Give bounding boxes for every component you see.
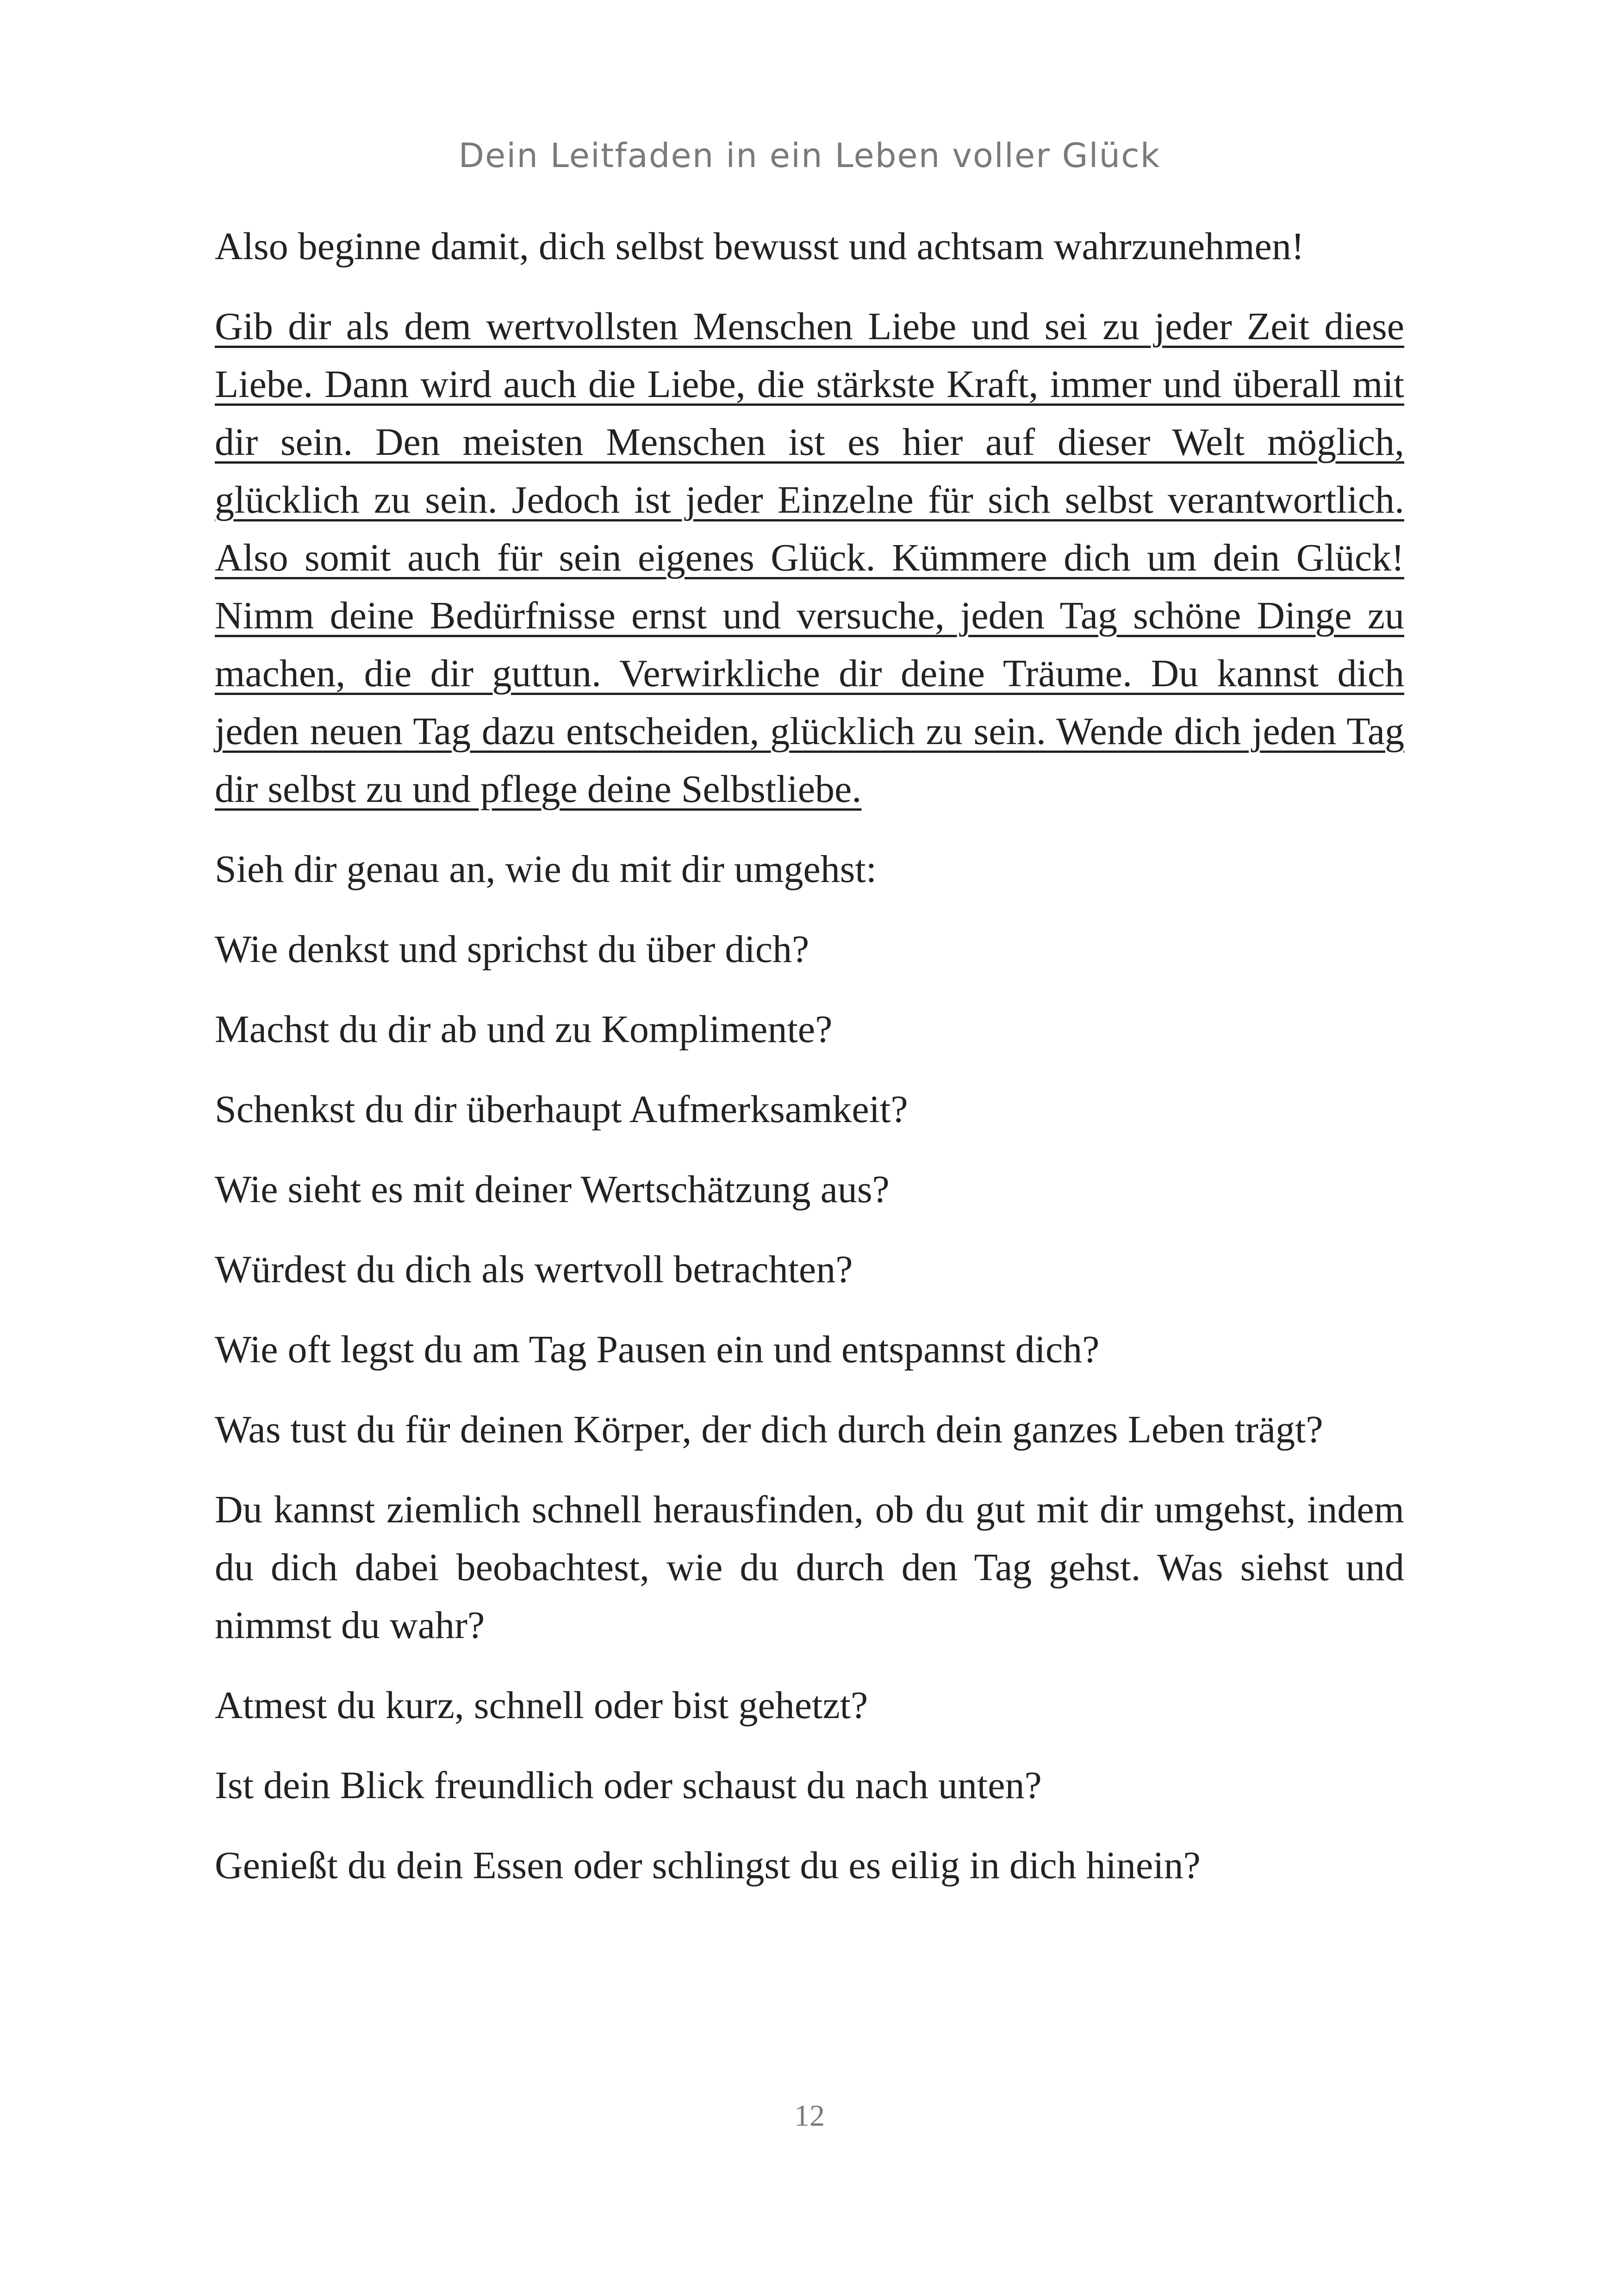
question-line: Wie oft legst du am Tag Pausen ein und entspannst dich?: [215, 1328, 1100, 1371]
paragraph-intro: Also beginne damit, dich selbst bewusst und achtsam wahrzunehmen!: [215, 225, 1304, 268]
underlined-paragraph: Gib dir als dem wertvollsten Menschen Liebe und sei zu jeder Zeit diese Liebe. Dann wird auch die Liebe, die stärkste Kraft, immer und überall mit dir sein. Den meisten Menschen ist es hier auf dieser Welt möglich, glücklich zu sein. Jedoch ist jeder Einzelne für sich selbst verantwortlich. Also somit auch für sein eigenes Glück. Kümmere dich um dein Glück! Nimm deine Bedürfnisse ernst und versuche, jeden Tag schöne Dinge zu machen, die dir guttun. Verwirkliche dir deine Träume. Du kannst dich jeden neuen Tag dazu entscheiden, glücklich zu sein. Wende dich jeden Tag dir selbst zu und pflege deine Selbstliebe.: [215, 305, 1404, 811]
paragraph-observation: Du kannst ziemlich schnell herausfinden, ob du gut mit dir umgehst, indem du dich dabei beobachtest, wie du durch den Tag gehst. Was siehst und nimmst du wahr?: [215, 1488, 1404, 1647]
running-header: Dein Leitfaden in ein Leben voller Glück: [458, 136, 1161, 175]
paragraph-question-lead: Sieh dir genau an, wie du mit dir umgehst:: [215, 848, 877, 891]
question-line: Atmest du kurz, schnell oder bist gehetzt?: [215, 1684, 868, 1727]
question-line: Wie sieht es mit deiner Wertschätzung aus?: [215, 1168, 890, 1211]
body-text: [215, 217, 1404, 1917]
question-line: Wie denkst und sprichst du über dich?: [215, 928, 810, 971]
question-line: Ist dein Blick freundlich oder schaust du nach unten?: [215, 1764, 1042, 1807]
question-line: Machst du dir ab und zu Komplimente?: [215, 1008, 833, 1051]
page-number: 12: [794, 2099, 825, 2133]
question-line: Genießt du dein Essen oder schlingst du es eilig in dich hinein?: [215, 1844, 1201, 1887]
question-line: Würdest du dich als wertvoll betrachten?: [215, 1248, 853, 1291]
question-line: Was tust du für deinen Körper, der dich durch dein ganzes Leben trägt?: [215, 1408, 1323, 1451]
question-line: Schenkst du dir überhaupt Aufmerksamkeit?: [215, 1088, 908, 1131]
